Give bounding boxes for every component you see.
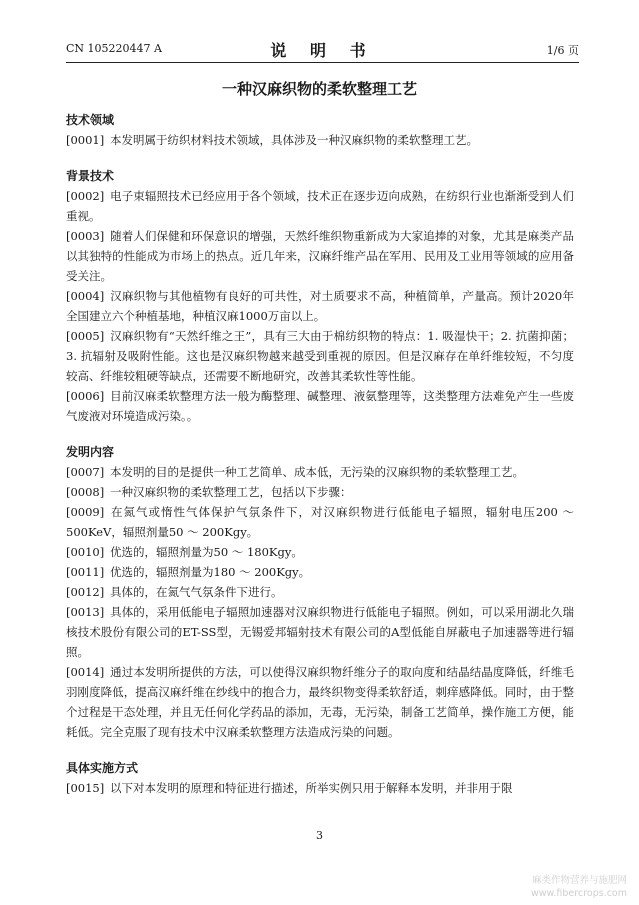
paragraph <box>66 186 574 226</box>
section-heading: 技术领域 <box>66 113 115 127</box>
paragraph <box>66 482 574 502</box>
header-divider <box>66 62 579 63</box>
paragraph-text: 汉麻织物与其他植物有良好的可共性，对土质要求不高，种植简单，产量高。预计2020年全国建立六个种植基地，种植汉麻1000万亩以上。 <box>66 289 574 323</box>
paragraph-text: 电子束辐照技术已经应用于各个领域，技术正在逐步迈向成熟，在纺织行业也渐渐受到人们重视。 <box>66 189 574 223</box>
section-embodiments <box>66 758 574 798</box>
paragraph-text: 汉麻织物有“天然纤维之王”，具有三大由于棉纺织物的特点：1. 吸湿快干；2. 抗菌抑菌；3. 抗辐射及吸附性能。这也是汉麻织物越来越受到重视的原因。但是汉麻存在单纤维较短，不匀度较高、纤维较粗硬等缺点，还需要不断地研究，改善其柔软性等性能。 <box>66 329 574 383</box>
paragraph <box>66 326 574 386</box>
paragraph-number: [0014] <box>66 665 105 679</box>
paragraph-number: [0013] <box>66 605 105 619</box>
paragraph-text: 通过本发明所提供的方法，可以使得汉麻织物纤维分子的取向度和结晶结晶度降低，纤维毛羽刚度降低，提高汉麻纤维在纱线中的抱合力，最终织物变得柔软舒适，刺痒感降低。同时，由于整个过程是干态处理，并且无任何化学药品的添加，无毒，无污染，制备工艺简单，操作施工方便，能耗低。完全克服了现有技术中汉麻柔软整理方法造成污染的问题。 <box>66 665 574 739</box>
paragraph <box>66 542 574 562</box>
watermark-site-name: 麻类作物营养与施肥网 <box>531 875 627 886</box>
paragraph <box>66 386 574 426</box>
paragraph-text: 以下对本发明的原理和特征进行描述，所举实例只用于解释本发明，并非用于限 <box>110 781 513 795</box>
document-body <box>66 110 574 798</box>
paragraph <box>66 130 574 150</box>
paragraph-text: 具体的，采用低能电子辐照加速器对汉麻织物进行低能电子辐照。例如，可以采用湖北久瑞核技术股份有限公司的ET-SS型，无锡爱邦辐射技术有限公司的A型低能自屏蔽电子加速器等进行辐照。 <box>66 605 574 659</box>
page-header <box>66 38 579 60</box>
paragraph-text: 一种汉麻织物的柔软整理工艺，包括以下步骤： <box>110 485 352 499</box>
paragraph <box>66 778 574 798</box>
page-number: 3 <box>316 829 323 842</box>
paragraph-text: 具体的，在氮气气氛条件下进行。 <box>110 585 283 599</box>
paragraph <box>66 286 574 326</box>
section-background <box>66 166 574 426</box>
paragraph <box>66 562 574 582</box>
paragraph <box>66 226 574 286</box>
watermark <box>531 874 627 900</box>
paragraph-text: 优选的，辐照剂量为50 ～ 180Kgy。 <box>110 545 303 559</box>
paragraph <box>66 462 574 482</box>
paragraph-text: 目前汉麻柔软整理方法一般为酶整理、碱整理、液氨整理等，这类整理方法难免产生一些废气废液对环境造成污染。。 <box>66 389 574 423</box>
paragraph-number: [0011] <box>66 565 105 579</box>
section-heading: 发明内容 <box>66 445 115 459</box>
paragraph-number: [0009] <box>66 505 105 519</box>
paragraph-number: [0006] <box>66 389 105 403</box>
paragraph <box>66 582 574 602</box>
document-title: 一种汉麻织物的柔软整理工艺 <box>221 80 417 98</box>
section-technical-field <box>66 110 574 150</box>
paragraph-number: [0005] <box>66 329 105 343</box>
paragraph <box>66 602 574 662</box>
paragraph-number: [0007] <box>66 465 105 479</box>
paragraph-number: [0010] <box>66 545 105 559</box>
patent-number: CN 105220447 A <box>66 42 162 55</box>
section-heading: 背景技术 <box>66 169 115 183</box>
section-invention-content <box>66 442 574 742</box>
paragraph-number: [0008] <box>66 485 105 499</box>
paragraph-text: 本发明的目的是提供一种工艺简单、成本低，无污染的汉麻织物的柔软整理工艺。 <box>110 465 524 479</box>
paragraph-text: 在氮气或惰性气体保护气氛条件下，对汉麻织物进行低能电子辐照，辐射电压200 ～ 500KeV，辐照剂量50 ～ 200Kgy。 <box>66 505 574 539</box>
watermark-url: www.fibercrops.com <box>530 888 627 899</box>
paragraph-number: [0001] <box>66 133 105 147</box>
paragraph-text: 本发明属于纺织材料技术领域，具体涉及一种汉麻织物的柔软整理工艺。 <box>110 133 478 147</box>
paragraph-text: 优选的，辐照剂量为180 ～ 200Kgy。 <box>110 565 311 579</box>
page-indicator: 1/6 页 <box>546 44 579 57</box>
document-type: 说 明 书 <box>270 41 375 60</box>
section-heading: 具体实施方式 <box>66 761 139 775</box>
paragraph-number: [0015] <box>66 781 105 795</box>
paragraph <box>66 502 574 542</box>
paragraph-number: [0002] <box>66 189 105 203</box>
paragraph-number: [0004] <box>66 289 105 303</box>
paragraph-text: 随着人们保健和环保意识的增强，天然纤维织物重新成为大家追捧的对象，尤其是麻类产品以其独特的性能成为市场上的热点。近几年来，汉麻纤维产品在军用、民用及工业用等领域的应用备受关注。 <box>66 229 574 283</box>
paragraph <box>66 662 574 742</box>
paragraph-number: [0003] <box>66 229 105 243</box>
paragraph-number: [0012] <box>66 585 105 599</box>
